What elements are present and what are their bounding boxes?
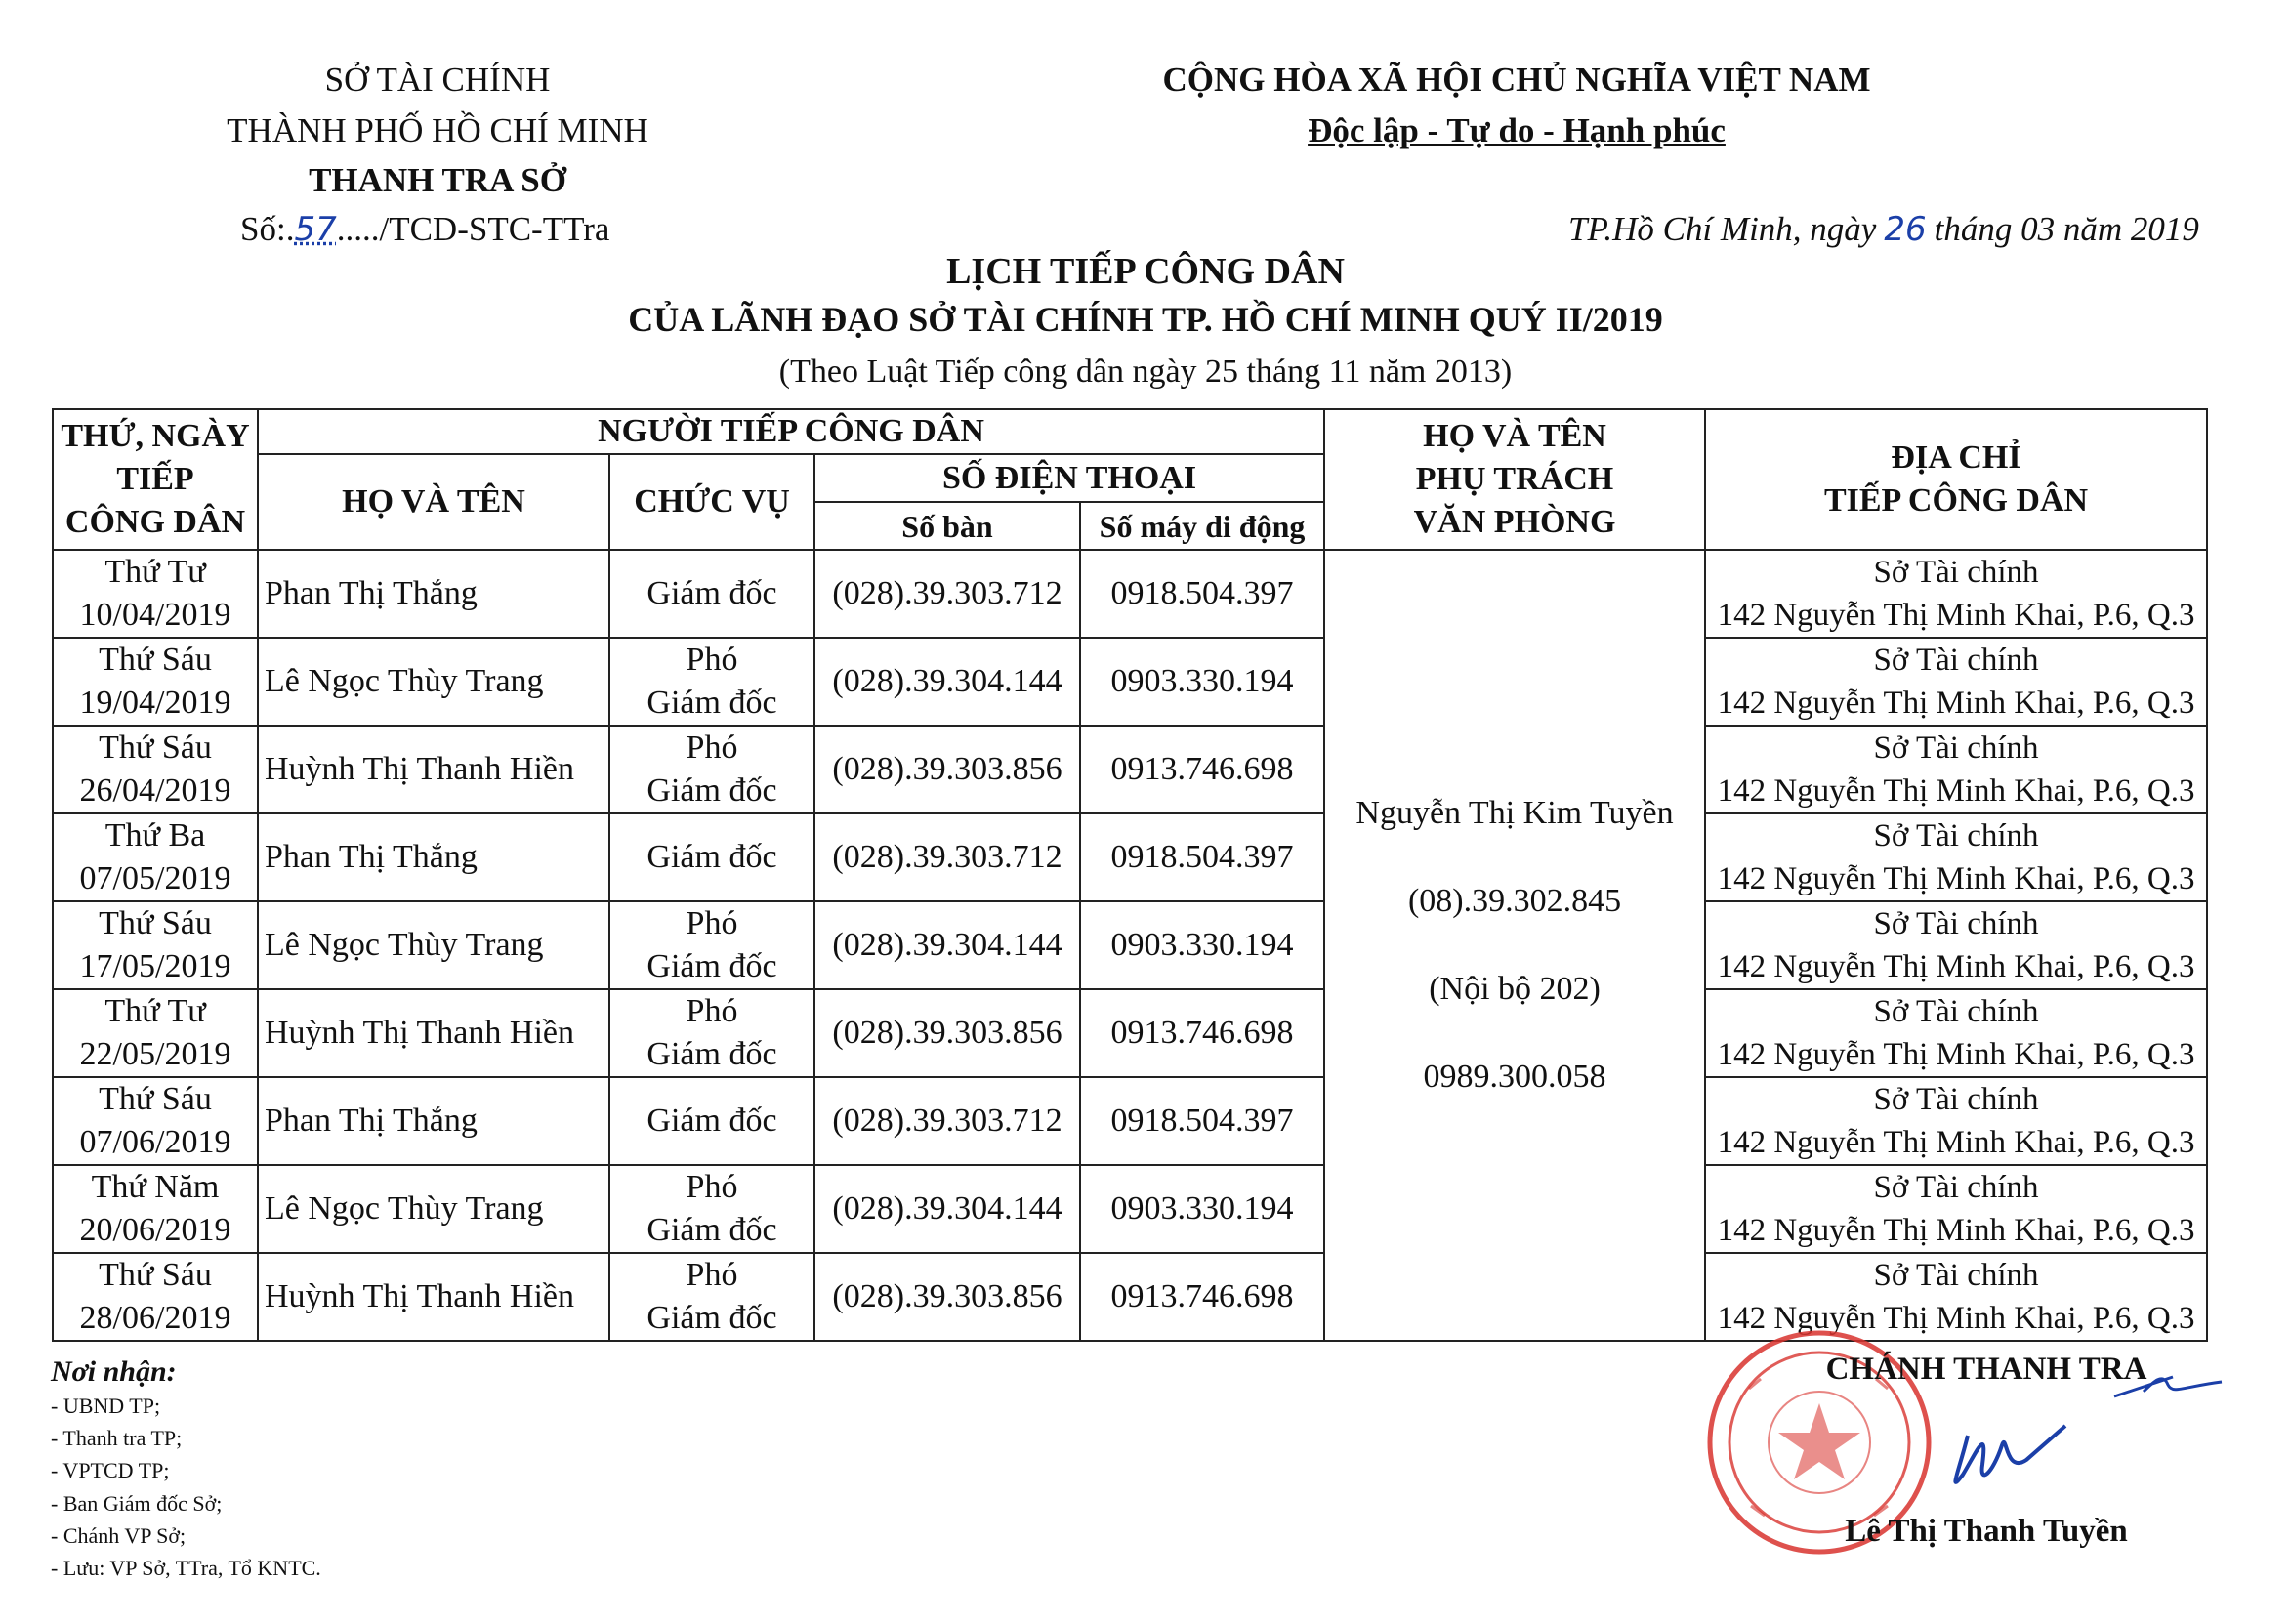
cell-day [53, 638, 258, 726]
nation-name: CỘNG HÒA XÃ HỘI CHỦ NGHĨA VIỆT NAM [1162, 61, 1871, 99]
doc-number-suffix: ...../TCD-STC-TTra [336, 210, 610, 248]
weekday-text: Thứ Sáu [99, 1081, 212, 1117]
position-text: Giám đốc [646, 839, 777, 875]
header-address-line2: TIẾP CÔNG DÂN [1823, 482, 2089, 519]
cell-mobile [1080, 989, 1324, 1077]
desk-phone-text: (028).39.303.712 [832, 575, 1062, 611]
date-day-handwritten: 26 [1884, 210, 1927, 249]
weekday-text: Thứ Ba [104, 817, 206, 854]
position-line2: Giám đốc [646, 948, 777, 984]
receiver-name-text: Phan Thị Thắng [265, 575, 478, 611]
cell-officer [1324, 550, 1705, 1341]
weekday-text: Thứ Sáu [99, 1257, 212, 1293]
cell-address [1705, 813, 2207, 901]
address-line2: 142 Nguyễn Thị Minh Khai, P.6, Q.3 [1717, 1301, 2195, 1336]
position-line2: Giám đốc [646, 772, 777, 809]
header-officer-line3: VĂN PHÒNG [1413, 504, 1616, 540]
cell-name [258, 1077, 609, 1165]
doc-number-prefix: Số:. [240, 210, 295, 248]
cell-address [1705, 989, 2207, 1077]
receiver-name-text: Huỳnh Thị Thanh Hiền [265, 1278, 574, 1314]
desk-phone-text: (028).39.303.856 [832, 1015, 1062, 1051]
cell-mobile [1080, 901, 1324, 989]
receiver-name-text: Lê Ngọc Thùy Trang [265, 663, 544, 699]
document-subtitle: CỦA LÃNH ĐẠO SỞ TÀI CHÍNH TP. HỒ CHÍ MINH QUÝ II/2019 [628, 300, 1663, 339]
address-line2: 142 Nguyễn Thị Minh Khai, P.6, Q.3 [1717, 686, 2195, 721]
date-prefix: TP.Hồ Chí Minh, ngày [1568, 210, 1877, 248]
address-line2: 142 Nguyễn Thị Minh Khai, P.6, Q.3 [1717, 598, 2195, 633]
position-line1: Phó [686, 642, 738, 678]
cell-mobile [1080, 726, 1324, 813]
address-line1: Sở Tài chính [1873, 643, 2039, 678]
desk-phone-text: (028).39.304.144 [832, 927, 1062, 963]
signer-name: Lê Thị Thanh Tuyền [1845, 1514, 2128, 1549]
cell-mobile [1080, 1077, 1324, 1165]
cell-name [258, 550, 609, 638]
position-line1: Phó [686, 993, 738, 1029]
position-line2: Giám đốc [646, 1300, 777, 1336]
cell-name [258, 638, 609, 726]
cell-mobile [1080, 1253, 1324, 1341]
address-line1: Sở Tài chính [1873, 555, 2039, 590]
header-officer-line1: HỌ VÀ TÊN [1423, 418, 1606, 454]
header-desk-phone: Số bàn [814, 502, 1080, 550]
date-text: 07/06/2019 [79, 1124, 231, 1160]
recipient-item: - Lưu: VP Sở, TTra, Tổ KNTC. [51, 1556, 321, 1580]
cell-address [1705, 638, 2207, 726]
weekday-text: Thứ Sáu [99, 905, 212, 941]
cell-day [53, 726, 258, 813]
mobile-text: 0903.330.194 [1110, 1190, 1294, 1227]
position-line1: Phó [686, 729, 738, 766]
address-line2: 142 Nguyễn Thị Minh Khai, P.6, Q.3 [1717, 1213, 2195, 1248]
cell-day [53, 1253, 258, 1341]
address-line1: Sở Tài chính [1873, 1082, 2039, 1117]
cell-name [258, 813, 609, 901]
cell-name [258, 989, 609, 1077]
header-mobile: Số máy di động [1080, 502, 1324, 550]
cell-day [53, 550, 258, 638]
address-line2: 142 Nguyễn Thị Minh Khai, P.6, Q.3 [1717, 1125, 2195, 1160]
cell-desk-phone [814, 1077, 1080, 1165]
officer-mobile: 0989.300.058 [1423, 1059, 1606, 1095]
receiver-name-text: Phan Thị Thắng [265, 1103, 478, 1139]
address-line1: Sở Tài chính [1873, 730, 2039, 766]
date-text: 19/04/2019 [79, 685, 231, 721]
cell-address [1705, 550, 2207, 638]
receiver-name-text: Huỳnh Thị Thanh Hiền [265, 751, 574, 787]
receiver-name-text: Phan Thị Thắng [265, 839, 478, 875]
address-line2: 142 Nguyễn Thị Minh Khai, P.6, Q.3 [1717, 949, 2195, 984]
recipient-item: - Chánh VP Sở; [51, 1523, 187, 1548]
cell-day [53, 1165, 258, 1253]
header-phone-group: SỐ ĐIỆN THOẠI [814, 454, 1324, 502]
document-title: LỊCH TIẾP CÔNG DÂN [946, 251, 1345, 292]
date-text: 10/04/2019 [79, 597, 231, 633]
header-address-line1: ĐỊA CHỈ [1891, 439, 2021, 476]
cell-mobile [1080, 813, 1324, 901]
header-receiver-group: NGƯỜI TIẾP CÔNG DÂN [258, 409, 1324, 454]
signer-title: CHÁNH THANH TRA [1825, 1352, 2147, 1387]
recipients-title: Nơi nhận: [51, 1355, 177, 1388]
address-line2: 142 Nguyễn Thị Minh Khai, P.6, Q.3 [1717, 861, 2195, 896]
table-row [53, 726, 2207, 813]
desk-phone-text: (028).39.303.712 [832, 839, 1062, 875]
cell-position [609, 550, 814, 638]
position-text: Giám đốc [646, 1103, 777, 1139]
cell-name [258, 1253, 609, 1341]
position-line1: Phó [686, 1169, 738, 1205]
cell-mobile [1080, 550, 1324, 638]
mobile-text: 0918.504.397 [1110, 1103, 1294, 1139]
weekday-text: Thứ Sáu [99, 642, 212, 678]
cell-address [1705, 1165, 2207, 1253]
mobile-text: 0903.330.194 [1110, 663, 1294, 699]
cell-day [53, 813, 258, 901]
recipient-item: - Ban Giám đốc Sở; [51, 1491, 223, 1516]
cell-desk-phone [814, 1253, 1080, 1341]
address-line1: Sở Tài chính [1873, 994, 2039, 1029]
cell-position [609, 1077, 814, 1165]
officer-extension: (Nội bộ 202) [1429, 971, 1601, 1007]
header-address [1705, 409, 2207, 550]
agency-city: THÀNH PHỐ HỒ CHÍ MINH [227, 111, 648, 149]
cell-address [1705, 1077, 2207, 1165]
cell-address [1705, 901, 2207, 989]
cell-position [609, 901, 814, 989]
mobile-text: 0913.746.698 [1110, 1278, 1294, 1314]
officer-name: Nguyễn Thị Kim Tuyền [1355, 795, 1674, 831]
cell-desk-phone [814, 726, 1080, 813]
weekday-text: Thứ Năm [91, 1169, 220, 1205]
date-text: 20/06/2019 [79, 1212, 231, 1248]
cell-position [609, 813, 814, 901]
cell-mobile [1080, 1165, 1324, 1253]
desk-phone-text: (028).39.303.712 [832, 1103, 1062, 1139]
issue-date [1568, 210, 2199, 249]
receiver-name-text: Huỳnh Thị Thanh Hiền [265, 1015, 574, 1051]
cell-position [609, 726, 814, 813]
mobile-text: 0918.504.397 [1110, 839, 1294, 875]
address-line1: Sở Tài chính [1873, 1170, 2039, 1205]
header-officer-line2: PHỤ TRÁCH [1415, 461, 1614, 497]
header-day-line3: CÔNG DÂN [64, 504, 246, 540]
table-row [53, 901, 2207, 989]
cell-desk-phone [814, 901, 1080, 989]
mobile-text: 0913.746.698 [1110, 1015, 1294, 1051]
address-line2: 142 Nguyễn Thị Minh Khai, P.6, Q.3 [1717, 1037, 2195, 1072]
cell-position [609, 1165, 814, 1253]
address-line1: Sở Tài chính [1873, 906, 2039, 941]
officer-phone: (08).39.302.845 [1407, 883, 1622, 919]
receiver-name-text: Lê Ngọc Thùy Trang [265, 1190, 544, 1227]
cell-day [53, 989, 258, 1077]
position-line1: Phó [686, 905, 738, 941]
table-row [53, 638, 2207, 726]
cell-position [609, 1253, 814, 1341]
mobile-text: 0918.504.397 [1110, 575, 1294, 611]
cell-desk-phone [814, 550, 1080, 638]
agency-unit: THANH TRA SỞ [309, 161, 566, 199]
date-text: 28/06/2019 [79, 1300, 231, 1336]
recipient-item: - VPTCD TP; [51, 1458, 170, 1482]
weekday-text: Thứ Tư [104, 554, 206, 590]
schedule-body [53, 550, 2207, 1341]
table-row [53, 1165, 2207, 1253]
doc-number-handwritten: 57 [294, 210, 337, 249]
mobile-text: 0903.330.194 [1110, 927, 1294, 963]
cell-address [1705, 726, 2207, 813]
cell-desk-phone [814, 1165, 1080, 1253]
cell-day [53, 901, 258, 989]
weekday-text: Thứ Sáu [99, 729, 212, 766]
cell-position [609, 638, 814, 726]
header-name: HỌ VÀ TÊN [258, 454, 609, 550]
desk-phone-text: (028).39.304.144 [832, 1190, 1062, 1227]
position-line2: Giám đốc [646, 1212, 777, 1248]
receiver-name-text: Lê Ngọc Thùy Trang [265, 927, 544, 963]
handwritten-signature [1890, 1357, 2241, 1504]
address-line2: 142 Nguyễn Thị Minh Khai, P.6, Q.3 [1717, 773, 2195, 809]
date-text: 17/05/2019 [79, 948, 231, 984]
cell-name [258, 1165, 609, 1253]
agency-name: SỞ TÀI CHÍNH [324, 61, 551, 99]
recipient-item: - UBND TP; [51, 1394, 161, 1418]
cell-mobile [1080, 638, 1324, 726]
position-line2: Giám đốc [646, 685, 777, 721]
desk-phone-text: (028).39.303.856 [832, 1278, 1062, 1314]
weekday-text: Thứ Tư [104, 993, 206, 1029]
header-day-line2: TIẾP [116, 461, 194, 497]
recipient-item: - Thanh tra TP; [51, 1426, 183, 1450]
table-row [53, 550, 2207, 638]
cell-desk-phone [814, 638, 1080, 726]
address-line1: Sở Tài chính [1873, 818, 2039, 854]
cell-desk-phone [814, 989, 1080, 1077]
table-row [53, 813, 2207, 901]
date-text: 26/04/2019 [79, 772, 231, 809]
table-row [53, 989, 2207, 1077]
header-day-line1: THỨ, NGÀY [61, 418, 250, 454]
header-position: CHỨC VỤ [609, 454, 814, 550]
table-row [53, 1077, 2207, 1165]
legal-basis: (Theo Luật Tiếp công dân ngày 25 tháng 11 năm 2013) [778, 354, 1513, 390]
desk-phone-text: (028).39.303.856 [832, 751, 1062, 787]
cell-name [258, 726, 609, 813]
position-line1: Phó [686, 1257, 738, 1293]
cell-position [609, 989, 814, 1077]
header-day [53, 409, 258, 550]
date-text: 22/05/2019 [79, 1036, 231, 1072]
date-text: 07/05/2019 [79, 860, 231, 896]
schedule-table [52, 408, 2208, 1342]
cell-desk-phone [814, 813, 1080, 901]
address-line1: Sở Tài chính [1873, 1258, 2039, 1293]
cell-name [258, 901, 609, 989]
document-number [240, 210, 609, 249]
nation-motto: Độc lập - Tự do - Hạnh phúc [1308, 111, 1726, 149]
position-text: Giám đốc [646, 575, 777, 611]
date-suffix: tháng 03 năm 2019 [1934, 210, 2199, 248]
header-officer [1324, 409, 1705, 550]
mobile-text: 0913.746.698 [1110, 751, 1294, 787]
position-line2: Giám đốc [646, 1036, 777, 1072]
desk-phone-text: (028).39.304.144 [832, 663, 1062, 699]
cell-day [53, 1077, 258, 1165]
